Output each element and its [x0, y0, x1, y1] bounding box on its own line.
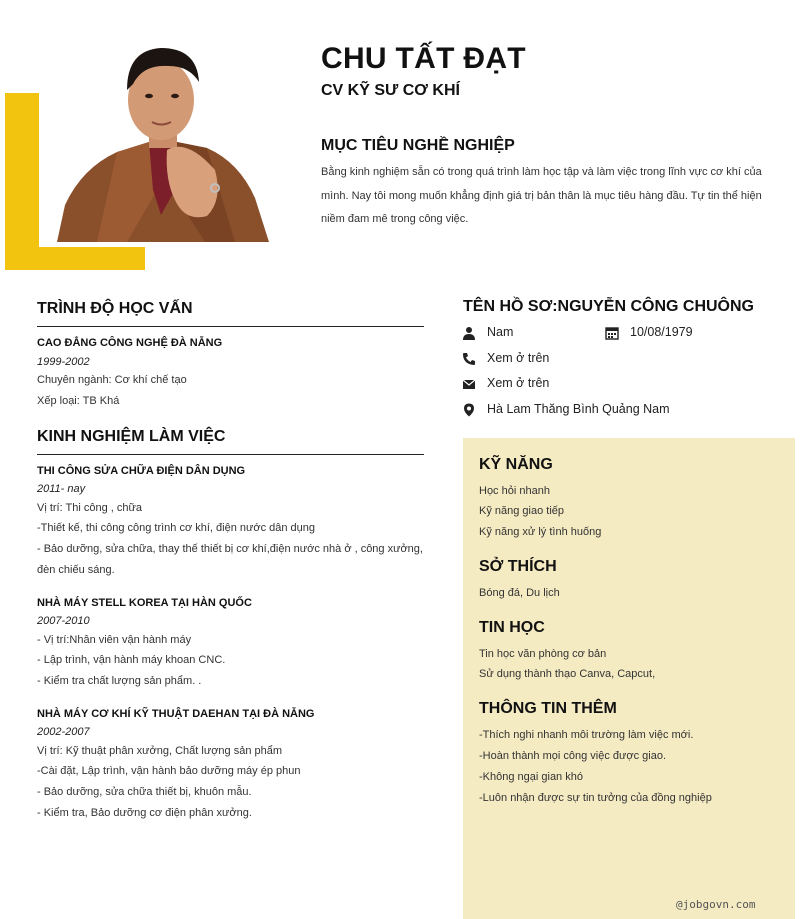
objective-title: MỤC TIÊU NGHỀ NGHIỆP	[321, 137, 515, 154]
job-line: - Bảo dưỡng, sửa chữa thiết bị, khuôn mẫu.	[37, 786, 252, 798]
education-grade: Xếp loại: TB Khá	[37, 395, 120, 407]
skills-title: KỸ NĂNG	[479, 456, 553, 473]
extra-item: -Luôn nhận được sự tin tưởng của đồng nghiệp	[479, 792, 712, 804]
extra-title: THÔNG TIN THÊM	[479, 700, 617, 717]
gender-value: Nam	[487, 325, 514, 339]
profile-photo	[57, 40, 269, 242]
extra-item: -Không ngại gian khó	[479, 771, 583, 783]
cv-subtitle: CV KỸ SƯ CƠ KHÍ	[321, 82, 460, 99]
portrait-image	[57, 40, 269, 242]
education-divider	[37, 326, 424, 327]
job-period: 2011- nay	[37, 483, 86, 495]
job-line: -Cài đặt, Lập trình, vận hành bảo dưỡng máy ép phun	[37, 765, 301, 777]
computing-item: Tin học văn phòng cơ bản	[479, 648, 607, 660]
experience-title: KINH NGHIỆM LÀM VIỆC	[37, 428, 226, 445]
job-company: THI CÔNG SỬA CHỮA ĐIỆN DÂN DỤNG	[37, 465, 246, 477]
accent-frame-horizontal	[5, 247, 145, 270]
location-icon	[462, 403, 476, 417]
objective-text: Bằng kinh nghiệm sẵn có trong quá trình làm học tập và làm việc trong lĩnh vực cơ khí của mình. Nay tôi mong muốn khẳng định giá trị bản thân là mục tiêu hàng đầu. Tự tin thể hiện niềm đam mê trong công việc.	[321, 166, 762, 225]
extra-item: -Hoàn thành mọi công việc được giao.	[479, 750, 667, 762]
computing-item: Sử dụng thành thạo Canva, Capcut,	[479, 668, 656, 680]
calendar-icon	[605, 326, 619, 340]
job-line: - Vị trí:Nhân viên vận hành máy	[37, 634, 192, 646]
birthdate-value: 10/08/1979	[630, 325, 693, 339]
computing-title: TIN HỌC	[479, 619, 545, 636]
watermark-text: @jobgovn.com	[676, 898, 756, 911]
job-line: Vị trí: Kỹ thuật phân xưởng, Chất lượng sản phẩm	[37, 745, 283, 757]
job-line: - Lập trình, vận hành máy khoan CNC.	[37, 654, 226, 666]
phone-value: Xem ở trên	[487, 351, 550, 365]
extra-item: -Thích nghi nhanh môi trường làm việc mới.	[479, 729, 694, 741]
hobby-item: Bóng đá, Du lịch	[479, 587, 560, 599]
email-value: Xem ở trên	[487, 376, 550, 390]
job-line: - Kiểm tra, Bảo dưỡng cơ điện phân xưởng.	[37, 807, 252, 819]
accent-frame-vertical	[5, 93, 39, 270]
hobbies-title: SỞ THÍCH	[479, 558, 557, 575]
job-period: 2007-2010	[37, 615, 90, 627]
education-school: CAO ĐẲNG CÔNG NGHỆ ĐÀ NẴNG	[37, 337, 223, 349]
email-icon	[462, 377, 476, 391]
skill-item: Kỹ năng giao tiếp	[479, 505, 565, 517]
phone-icon	[462, 352, 476, 366]
education-title: TRÌNH ĐỘ HỌC VẤN	[37, 300, 193, 317]
education-major: Chuyên ngành: Cơ khí chế tạo	[37, 374, 187, 386]
experience-divider	[37, 454, 424, 455]
profile-title: TÊN HỒ SƠ:NGUYỄN CÔNG CHUÔNG	[463, 298, 754, 315]
skill-item: Kỹ năng xử lý tình huống	[479, 526, 602, 538]
job-line: Vị trí: Thi công , chữa	[37, 502, 142, 514]
candidate-name: CHU TẤT ĐẠT	[321, 42, 526, 75]
address-value: Hà Lam Thăng Bình Quảng Nam	[487, 402, 670, 416]
job-line: - Kiểm tra chất lượng sản phẩm. .	[37, 675, 202, 687]
job-company: NHÀ MÁY CƠ KHÍ KỸ THUẬT DAEHAN TẠI ĐÀ NẴNG	[37, 708, 315, 720]
job-period: 2002-2007	[37, 726, 90, 738]
job-line: -Thiết kế, thi công công trình cơ khí, điện nước dân dụng	[37, 522, 316, 534]
job-line: - Bảo dưỡng, sửa chữa, thay thế thiết bị cơ khí,điện nước nhà ở , công xưởng, đèn chiếu sáng.	[37, 543, 423, 576]
person-icon	[462, 326, 476, 340]
skill-item: Học hỏi nhanh	[479, 485, 550, 497]
education-period: 1999-2002	[37, 356, 90, 368]
job-company: NHÀ MÁY STELL KOREA TẠI HÀN QUỐC	[37, 597, 252, 609]
